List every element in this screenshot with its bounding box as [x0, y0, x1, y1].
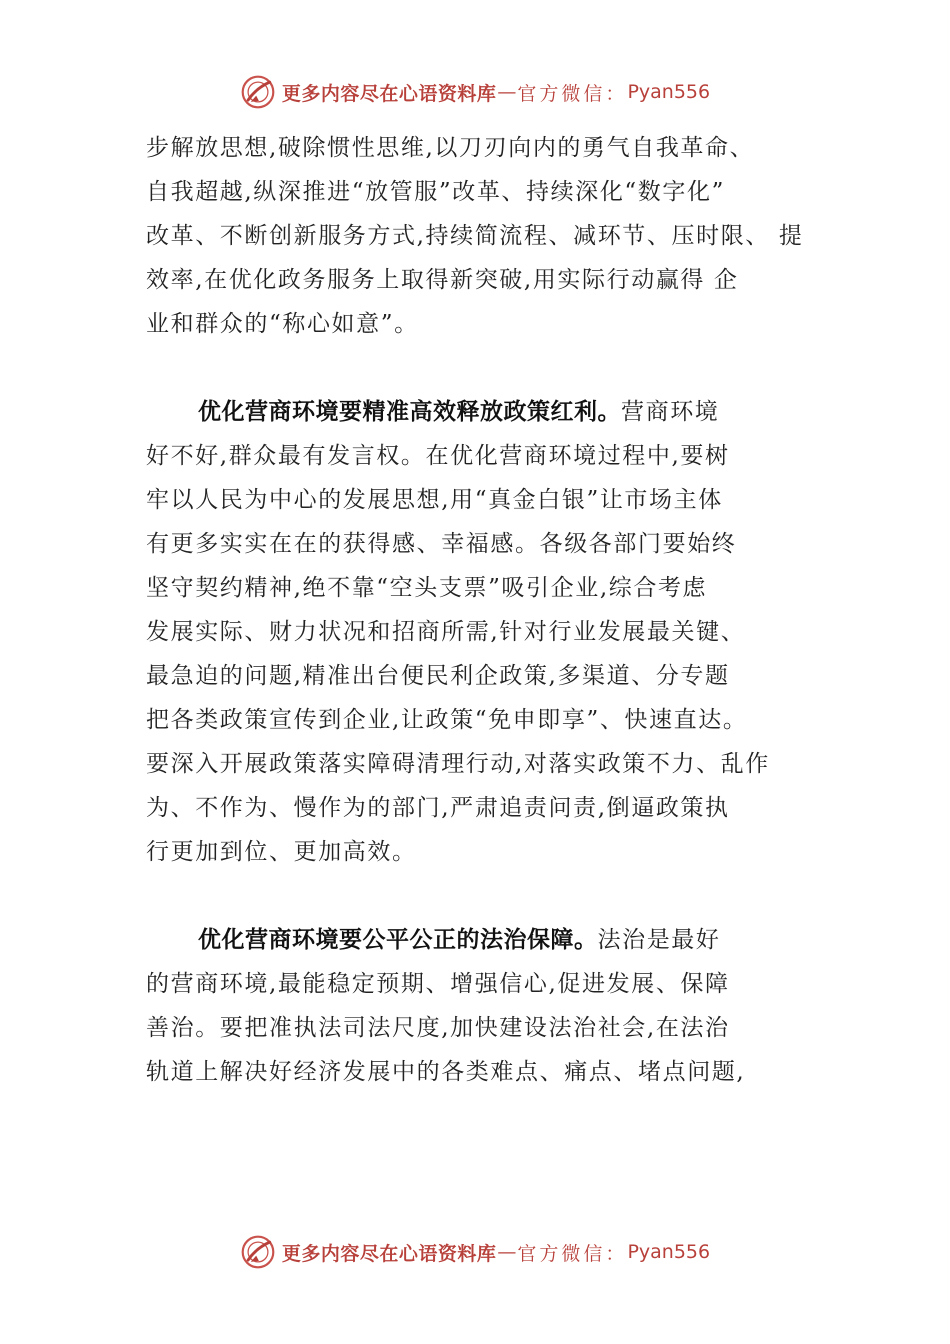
- text-line: 自我超越,纵深推进“放管服”改革、持续深化“数字化”: [146, 179, 725, 205]
- text-line: 发展实际、财力状况和招商所需,针对行业发展最关键、: [146, 619, 746, 645]
- paragraph-2: [146, 390, 836, 874]
- footer-label: 官方微信：: [517, 1242, 628, 1265]
- text-line: 业和群众的“称心如意”。: [146, 311, 419, 337]
- header-label: 官方微信：: [517, 82, 628, 105]
- paragraph-1: [146, 126, 836, 346]
- ribbon-logo-icon: [240, 74, 276, 110]
- footer-separator: —: [497, 1241, 517, 1263]
- text-line: 的营商环境,最能稳定预期、增强信心,促进发展、保障: [146, 971, 730, 997]
- text-line: 为、不作为、慢作为的部门,严肃追责问责,倒逼政策执: [146, 795, 730, 821]
- text-line: 坚守契约精神,绝不靠“空头支票”吸引企业,综合考虑: [146, 575, 708, 601]
- text-span: 营商环境: [621, 399, 720, 425]
- header-brand: 更多内容尽在心语资料库: [281, 82, 497, 105]
- paragraph-first-line: [146, 918, 836, 962]
- header-banner: [0, 72, 950, 112]
- paragraph-heading: 优化营商环境要公平公正的法治保障。: [198, 927, 598, 953]
- text-line: 行更加到位、更加高效。: [146, 839, 417, 865]
- text-line: 善治。要把准执法司法尺度,加快建设法治社会,在法治: [146, 1015, 730, 1041]
- text-span: 法治是最好: [597, 927, 721, 953]
- header-wechat-id: Pyan556: [627, 81, 711, 103]
- text-line: 牢以人民为中心的发展思想,用“真金白银”让市场主体: [146, 487, 723, 513]
- footer-banner: [0, 1232, 950, 1272]
- text-line: 要深入开展政策落实障碍清理行动,对落实政策不力、乱作: [146, 751, 770, 777]
- text-line: 效率,在优化政务服务上取得新突破,用实际行动赢得 企: [146, 267, 739, 293]
- footer-wechat-id: Pyan556: [627, 1241, 711, 1263]
- document-body: [146, 126, 836, 1138]
- ribbon-logo-icon: [240, 1234, 276, 1270]
- text-line: 好不好,群众最有发言权。在优化营商环境过程中,要树: [146, 443, 730, 469]
- text-line: 轨道上解决好经济发展中的各类难点、痛点、堵点问题,: [146, 1059, 746, 1085]
- footer-brand: 更多内容尽在心语资料库: [281, 1242, 497, 1265]
- text-line: 有更多实实在在的获得感、幸福感。各级各部门要始终: [146, 531, 737, 557]
- text-line: 改革、不断创新服务方式,持续简流程、减环节、压时限、 提: [146, 223, 804, 249]
- paragraph-first-line: [146, 390, 836, 434]
- text-line: 把各类政策宣传到企业,让政策“免申即享”、快速直达。: [146, 707, 748, 733]
- paragraph-3: [146, 918, 836, 1094]
- header-separator: —: [497, 81, 517, 103]
- paragraph-heading: 优化营商环境要精准高效释放政策红利。: [198, 399, 621, 425]
- text-line: 最急迫的问题,精准出台便民利企政策,多渠道、分专题: [146, 663, 730, 689]
- text-line: 步解放思想,破除惯性思维,以刀刃向内的勇气自我革命、: [146, 135, 755, 161]
